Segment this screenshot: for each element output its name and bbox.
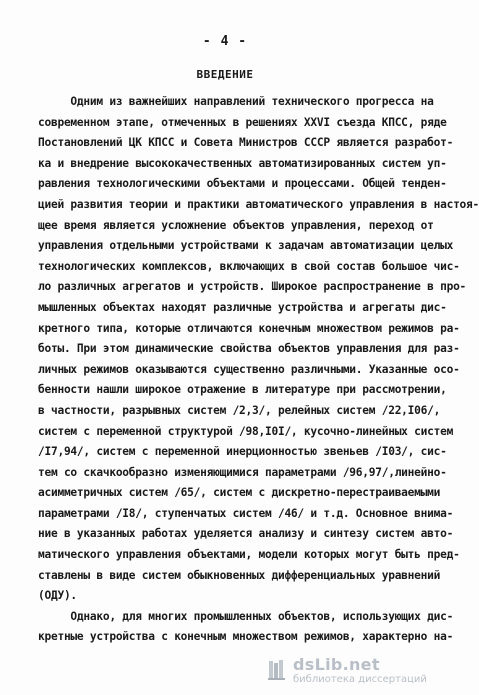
watermark[interactable] [267, 655, 442, 689]
text-line: ка и внедрение высококачественных автоматизированных систем уп- [38, 156, 447, 170]
text-line: Одним из важнейших направлений технического прогресса на [38, 95, 434, 108]
text-line: Постановлений ЦК КПСС и Совета Министров СССР является разработ- [38, 136, 454, 150]
text-line: матического управления объектами, модели которых могут быть пред- [38, 548, 460, 562]
text-line: мышленных объектах находят различные устройства и агрегаты дис- [38, 300, 447, 314]
watermark-subtitle: библиотека диссертаций [293, 674, 427, 685]
text-line: асимметричных систем /65/, систем с дискретно-перестраиваемыми [38, 486, 441, 500]
text-line: ние в указанных работах уделяется анализу и синтезу систем авто- [38, 527, 454, 541]
book-stack-icon [267, 659, 287, 681]
text-line: параметрами /I8/, ступенчатых систем /46/ и т.д. Основное внима- [38, 506, 454, 520]
text-line: боты. При этом динамические свойства объектов управления для раз- [38, 342, 460, 356]
page-number: - 4 - [202, 34, 248, 49]
text-line: Однако, для многих промышленных объектов, использующих дис- [38, 609, 454, 623]
text-line: современном этапе, отмеченных в решениях XXVI съезда КПСС, ряде [38, 115, 447, 129]
text-line: равления технологическими объектами и процессами. Общей тенден- [38, 177, 447, 191]
text-line: (ОДУ). [38, 589, 77, 603]
text-line: кретные устройства с конечным множеством режимов, характерно на- [38, 630, 454, 644]
text-line: кретного типа, которые отличаются конечным множеством режимов ра- [38, 321, 460, 335]
text-line: ставлены в виде систем обыкновенных дифференциальных уравнений [38, 568, 441, 582]
body-text [38, 92, 479, 648]
text-line: ло различных агрегатов и устройств. Широкое распространение в про- [38, 280, 467, 294]
text-line: тем со скачкообразно изменяющимися параметрами /96,97/,линейно- [38, 465, 447, 479]
section-heading: ВВЕДЕНИЕ [196, 68, 254, 81]
text-line: щее время является усложнение объектов управления, переход от [38, 218, 434, 232]
text-line: систем с переменной структурой /98,I0I/, кусочно-линейных систем [38, 424, 454, 438]
text-line: управления отдельными устройствами к задачам автоматизации целых [38, 239, 454, 253]
text-line: в частности, разрывных систем /2,3/, релейных систем /22,I06/, [38, 403, 441, 417]
text-line: /I7,94/, систем с переменной инерционностью звеньев /I03/, сис- [38, 445, 447, 459]
text-line: технологических комплексов, включающих в свой состав большое чис- [38, 259, 460, 273]
text-line: личных режимов оказываются существенно различными. Указанные осо- [38, 362, 460, 376]
watermark-site: dsLib.net [293, 655, 380, 674]
text-line: бенности нашли широкое отражение в литературе при рассмотрении, [38, 383, 447, 397]
text-line: цией развития теории и практики автоматического управления в настоя- [38, 197, 479, 211]
